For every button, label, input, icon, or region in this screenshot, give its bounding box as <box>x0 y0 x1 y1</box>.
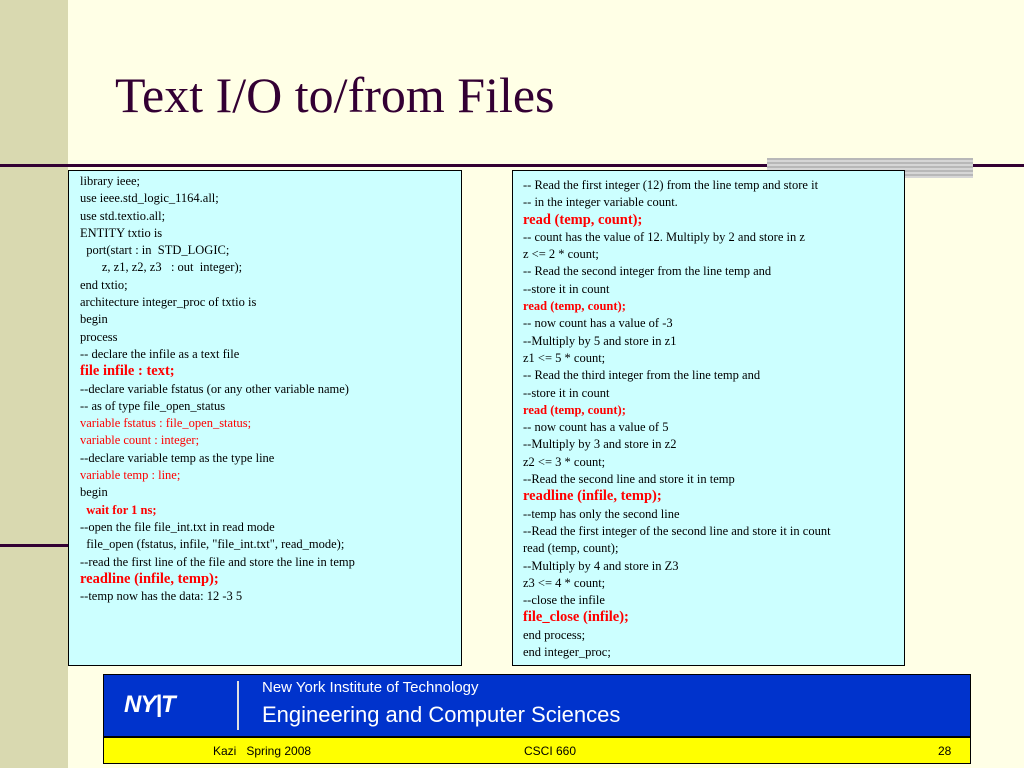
code-line: end integer_proc; <box>523 645 611 660</box>
code-line: readline (infile, temp); <box>80 570 219 587</box>
code-line: z <= 2 * count; <box>523 247 599 262</box>
author-term: Kazi Spring 2008 <box>213 744 312 758</box>
code-line: begin <box>80 485 108 500</box>
footer-banner <box>103 674 971 737</box>
code-line: variable count : integer; <box>80 433 200 448</box>
code-line: -- Read the first integer (12) from the line temp and store it <box>523 178 819 192</box>
code-line: --Multiply by 5 and store in z1 <box>523 333 677 348</box>
code-line: --Read the first integer of the second line and store it in count <box>523 523 831 538</box>
code-line: --declare variable temp as the type line <box>80 450 275 465</box>
code-line: library ieee; <box>80 174 141 188</box>
code-line: readline (infile, temp); <box>523 488 662 505</box>
code-line: -- Read the second integer from the line temp and <box>523 264 772 279</box>
code-line: read (temp, count); <box>523 541 619 556</box>
code-line: --store it in count <box>523 385 610 400</box>
right-code-panel <box>512 170 905 666</box>
code-line: --declare variable fstatus (or any other variable name) <box>80 381 349 396</box>
code-line: variable fstatus : file_open_status; <box>80 416 252 431</box>
code-line: z1 <= 5 * count; <box>523 350 606 365</box>
code-line: read (temp, count); <box>523 402 626 417</box>
code-line: end process; <box>523 627 586 642</box>
code-line: -- count has the value of 12. Multiply by 2 and store in z <box>523 229 805 244</box>
course-code: CSCI 660 <box>524 744 577 758</box>
code-line: process <box>80 329 118 344</box>
left-accent-bar <box>0 0 68 768</box>
code-line: -- now count has a value of -3 <box>523 316 673 331</box>
code-line: architecture integer_proc of txtio is <box>80 295 257 310</box>
code-line: ENTITY txtio is <box>80 225 163 240</box>
code-line: end txtio; <box>80 277 128 292</box>
code-line: z2 <= 3 * count; <box>523 454 606 469</box>
nyit-logo <box>104 675 238 736</box>
code-line: file_open (fstatus, infile, "file_int.txt", read_mode); <box>80 537 345 552</box>
code-line: z, z1, z2, z3 : out integer); <box>80 260 243 275</box>
code-line: --temp has only the second line <box>523 506 680 521</box>
code-line: read (temp, count); <box>523 211 643 228</box>
code-line: --Read the second line and store it in temp <box>523 472 735 487</box>
code-line: -- now count has a value of 5 <box>523 420 669 435</box>
code-line: wait for 1 ns; <box>80 502 157 517</box>
code-line: variable temp : line; <box>80 468 181 483</box>
code-line: -- declare the infile as a text file <box>80 346 240 361</box>
page-number: 28 <box>938 744 952 758</box>
logo-text: NY|T <box>124 691 175 718</box>
code-line: --Multiply by 4 and store in Z3 <box>523 558 679 573</box>
school-name: Engineering and Computer Sciences <box>262 702 621 727</box>
code-line: --store it in count <box>523 281 610 296</box>
slide-title: Text I/O to/from Files <box>115 67 555 123</box>
code-line: port(start : in STD_LOGIC; <box>80 243 230 258</box>
code-line: begin <box>80 312 108 327</box>
code-line: -- as of type file_open_status <box>80 398 226 413</box>
code-line: use ieee.std_logic_1164.all; <box>80 191 219 206</box>
code-line: -- in the integer variable count. <box>523 195 678 210</box>
side-divider <box>0 544 68 547</box>
code-line: --Multiply by 3 and store in z2 <box>523 437 677 452</box>
code-line: read (temp, count); <box>523 299 626 314</box>
institution-name: New York Institute of Technology <box>262 679 479 696</box>
footer-info-bar <box>103 737 971 764</box>
code-line: --open the file file_int.txt in read mode <box>80 519 275 534</box>
code-line: --close the infile <box>523 593 605 608</box>
left-code-panel <box>68 170 462 666</box>
code-line: file infile : text; <box>80 363 175 380</box>
code-line: use std.textio.all; <box>80 208 166 223</box>
code-line: z3 <= 4 * count; <box>523 575 606 590</box>
code-line: --read the first line of the file and store the line in temp <box>80 554 355 569</box>
code-line: --temp now has the data: 12 -3 5 <box>80 589 243 604</box>
code-line: -- Read the third integer from the line temp and <box>523 368 761 383</box>
code-line: file_close (infile); <box>523 609 629 626</box>
logo-divider <box>237 681 239 730</box>
